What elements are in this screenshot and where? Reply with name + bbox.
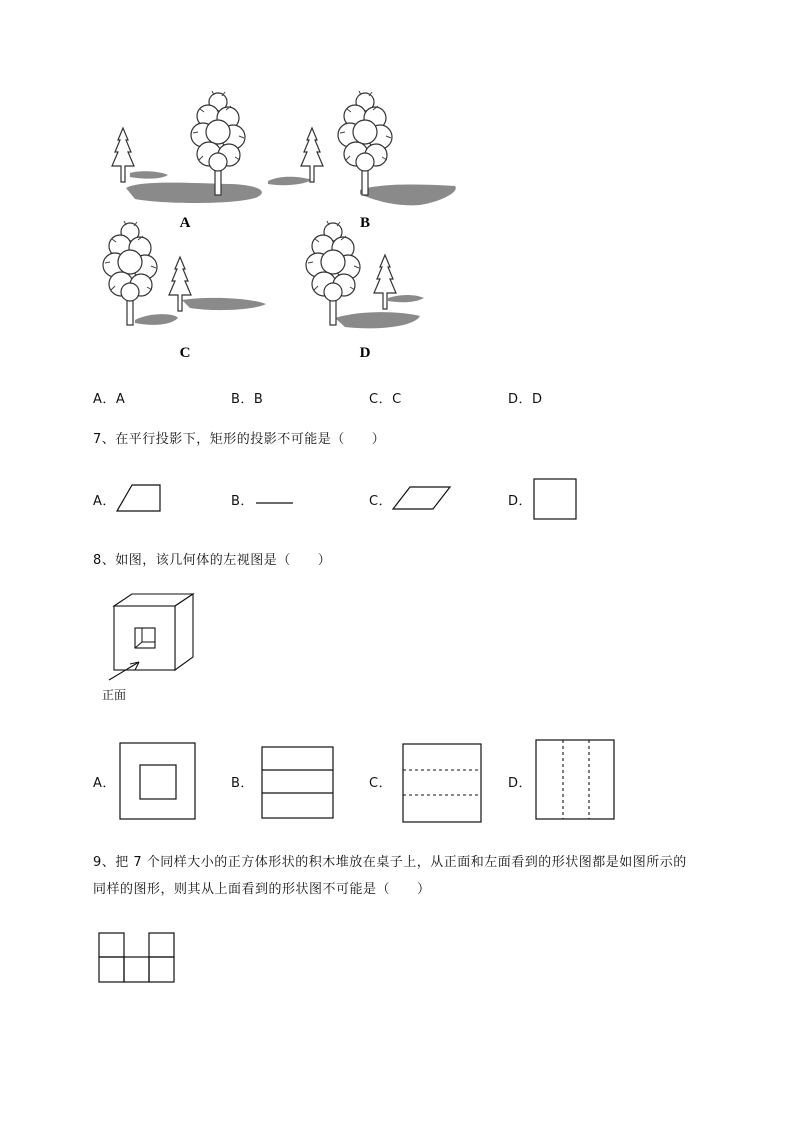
q8-option-a-figure[interactable] [118, 741, 198, 821]
q6-figure-d [306, 221, 424, 328]
q8-option-b-label[interactable]: B． [231, 776, 254, 791]
q9-view-figure [96, 929, 180, 987]
shadow [360, 185, 456, 206]
q8-solid-figure [95, 590, 205, 700]
q7-option-a-figure[interactable] [112, 482, 167, 514]
shadow [135, 314, 178, 325]
q7-option-b-label[interactable]: B． [231, 494, 254, 509]
q7-stem: 7、在平行投影下，矩形的投影不可能是（ ） [93, 432, 386, 447]
q6-figure-b [268, 91, 456, 205]
q8-front-label: 正面 [102, 688, 127, 702]
shadow [335, 312, 420, 328]
q8-stem: 8、如图，该几何体的左视图是（ ） [93, 553, 332, 568]
shadow [126, 183, 262, 203]
q6-option-c[interactable]: C．C [369, 392, 402, 407]
q6-option-d[interactable]: D．D [508, 392, 543, 407]
q6-caption-d: D [359, 345, 371, 361]
q7-option-d-label[interactable]: D． [508, 494, 533, 509]
q8-option-a-label[interactable]: A． [93, 776, 116, 791]
q8-option-d-label[interactable]: D． [508, 776, 533, 791]
q7-option-c-label[interactable]: C． [369, 494, 393, 509]
q7-option-b-figure[interactable] [252, 496, 297, 506]
q6-tree-figures [0, 0, 794, 380]
q9-stem-line1: 9、把 7 个同样大小的正方体形状的积木堆放在桌子上，从正面和左面看到的形状图都是如图所示的 [93, 855, 687, 870]
shadow [182, 298, 266, 310]
q9-stem-line2: 同样的图形，则其从上面看到的形状图不可能是（ ） [93, 882, 431, 897]
q6-caption-a: A [179, 215, 191, 231]
q8-option-b-figure[interactable] [259, 745, 337, 820]
q8-option-c-figure[interactable] [400, 742, 486, 824]
q6-option-b[interactable]: B．B [231, 392, 264, 407]
q6-caption-b: B [359, 215, 371, 231]
q6-option-a[interactable]: A．A [93, 392, 126, 407]
q7-option-d-figure[interactable] [530, 476, 580, 522]
shadow [268, 177, 312, 185]
q7-option-a-label[interactable]: A． [93, 494, 116, 509]
q6-figure-c [103, 221, 266, 325]
q6-caption-c: C [179, 345, 191, 361]
q6-figure-a [112, 91, 262, 203]
q8-option-d-figure[interactable] [533, 738, 619, 822]
shadow [388, 295, 424, 302]
q7-option-c-figure[interactable] [388, 482, 458, 514]
shadow [130, 171, 168, 178]
q8-option-c-label[interactable]: C． [369, 776, 393, 791]
